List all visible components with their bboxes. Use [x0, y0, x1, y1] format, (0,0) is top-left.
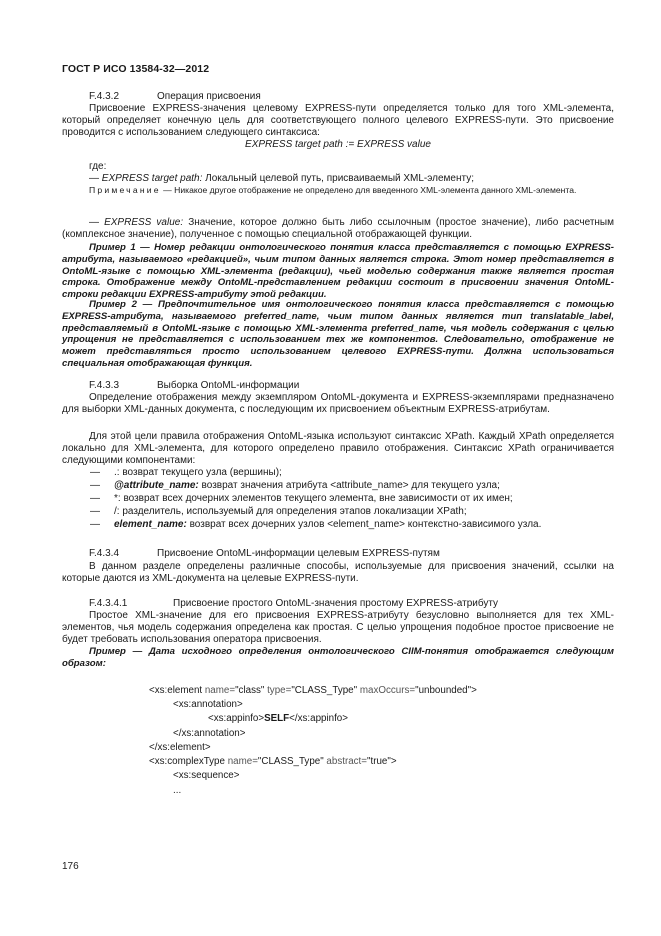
- code-line: <xs:appinfo>SELF</xs:appinfo>: [208, 713, 348, 724]
- code-line: <xs:sequence>: [173, 770, 240, 781]
- list-item: — /: разделитель, используемый для определения этапов локализации XPath;: [90, 506, 467, 517]
- code-line: <xs:annotation>: [173, 699, 243, 710]
- example-1: Пример 1 — Номер редакции онтологического понятия класса представляется с помощью EXPRESS-атрибута, называемого «редакцией», чьим типом данных является строка. Этот номер представляется в OntoML-языке с помощью XML-элемента (редакции), чьей моделью содержания также является простая строка. Отображение между OntoML-представлением редакции состоит в присвоении значения OntoML-строки редакции EXPRESS-атрибуту этой редакции.: [62, 242, 614, 301]
- where-label: где:: [89, 161, 107, 172]
- list-item: — element_name: возврат всех дочерних узлов <element_name> контекстно-зависимого узла.: [90, 519, 542, 530]
- paragraph-xpath-intro: Для этой цели правила отображения OntoML-языка используют синтаксис XPath. Каждый XPath определяется локально для XML-элемента, для которого определено правило отображения. Синтаксис XPath ограничивается следующими компонентами:: [62, 431, 614, 466]
- section-number: F.4.3.4.1: [89, 598, 128, 609]
- page-header: ГОСТ Р ИСО 13584-32—2012: [62, 63, 210, 75]
- definition-target-path: — EXPRESS target path: Локальный целевой путь, присваиваемый XML-элементу;: [89, 173, 474, 184]
- code-line: <xs:complexType name="CLASS_Type" abstract="true">: [149, 756, 397, 767]
- section-heading-f4-3-2: [62, 91, 614, 103]
- section-heading-f4-3-4-1: [62, 598, 614, 610]
- section-heading-f4-3-3: [62, 380, 614, 392]
- definition-text: Значение, которое должно быть либо ссылочным (простое значение), либо расчетным (комплексное значение), полученное с помощью специальной отображающей функции.: [62, 217, 614, 240]
- syntax-line: EXPRESS target path := EXPRESS value: [245, 139, 431, 150]
- note-label: Примечание: [89, 185, 161, 195]
- definition-term: EXPRESS value:: [104, 217, 184, 228]
- definition-text: Локальный целевой путь, присваиваемый XML-элементу;: [202, 173, 474, 184]
- code-line: ...: [173, 785, 182, 796]
- list-item: — *: возврат всех дочерних элементов текущего элемента, вне зависимости от их имен;: [90, 493, 513, 504]
- code-line: </xs:annotation>: [173, 728, 246, 739]
- example-2: Пример 2 — Предпочтительное имя онтологического понятия класса представляется с помощью EXPRESS-атрибута, называемого preferred_name, чьим типом данных является тип translatable_label, представляемый в OntoML-языке с помощью XML-элемента preferred_name, чья модель содержания с целью упрощения не представляется с использованием тех же компонентов. Следовательно, отображение не может представляться просто использованием целевого EXPRESS-пути. Должна использоваться специальная отображающая функция.: [62, 299, 614, 369]
- section-title: Выборка OntoML-информации: [157, 380, 300, 391]
- note-block: [62, 185, 614, 196]
- paragraph-assignment-methods: В данном разделе определены различные способы, используемые для присвоения значений, ссылки на которые даются из XML-документа на целевые EXPRESS-пути.: [62, 561, 614, 584]
- section-heading-f4-3-4: [62, 548, 614, 560]
- paragraph-assignment-intro: Присвоение EXPRESS-значения целевому EXPRESS-пути определяется только для того XML-элемента, который определяет конечную цель для соответствующего полного целевого EXPRESS-пути. Это присвоение проводится с использованием следующего синтаксиса:: [62, 103, 614, 138]
- section-number: F.4.3.3: [89, 380, 120, 391]
- note-text: — Никакое другое отображение не определено для введенного XML-элемента данного XML-элемента.: [160, 185, 577, 195]
- section-title: Операция присвоения: [157, 91, 261, 102]
- section-number: F.4.3.2: [89, 91, 120, 102]
- paragraph-extraction-intro: Определение отображения между экземпляром OntoML-документа и EXPRESS-экземплярами предназначено для выборки XML-данных документа, с последующим их присвоением объектным EXPRESS-атрибутам.: [62, 392, 614, 415]
- list-item: — .: возврат текущего узла (вершины);: [90, 467, 282, 478]
- list-item: — @attribute_name: возврат значения атрибута <attribute_name> для текущего узла;: [90, 480, 500, 491]
- code-line: </xs:element>: [149, 742, 211, 753]
- section-title: Присвоение OntoML-информации целевым EXPRESS-путям: [157, 548, 440, 559]
- code-line: <xs:element name="class" type="CLASS_Type" maxOccurs="unbounded">: [149, 685, 477, 696]
- page-number: 176: [62, 861, 79, 872]
- example-simple-assignment: Пример — Дата исходного определения онтологического CIIM-понятия отображается следующим образом:: [62, 646, 614, 669]
- definition-term: EXPRESS target path:: [101, 173, 203, 184]
- definition-express-value: — EXPRESS value: Значение, которое должно быть либо ссылочным (простое значение), либо расчетным (комплексное значение), полученное с помощью специальной отображающей функции.: [62, 217, 614, 240]
- paragraph-simple-assignment: Простое XML-значение для его присвоения EXPRESS-атрибуту безусловно выполняется для тех XML-элементов, чья модель содержания определена как простая. С целью упрощения подобное простое присвоение не будет требовать использования оператора присвоения.: [62, 610, 614, 645]
- section-title: Присвоение простого OntoML-значения простому EXPRESS-атрибуту: [173, 598, 499, 609]
- section-number: F.4.3.4: [89, 548, 120, 559]
